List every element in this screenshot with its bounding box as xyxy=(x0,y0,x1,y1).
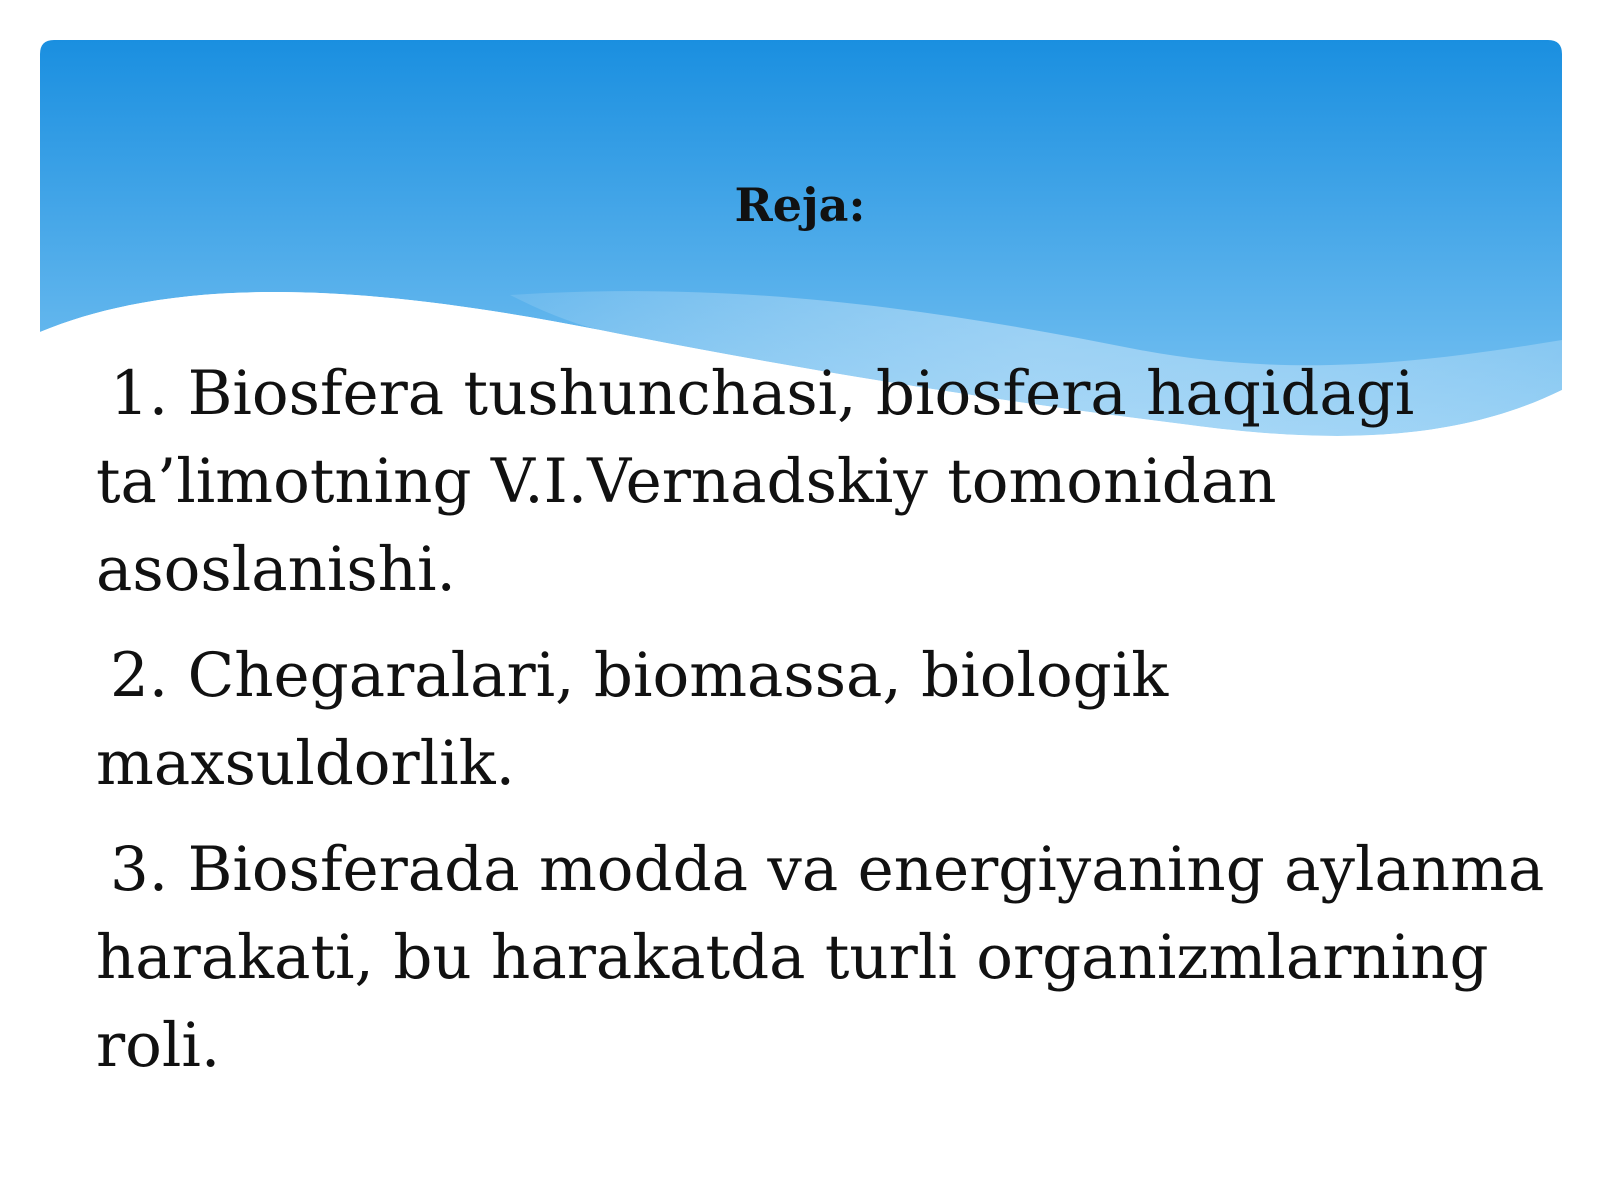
plan-list xyxy=(96,350,1556,1108)
slide-title: Reja: xyxy=(734,178,866,232)
plan-item-2: 2. Chegaralari, biomassa, biologik maxsuldorlik. xyxy=(96,640,1169,799)
plan-item-3: 3. Biosferada modda va energiyaning aylanma harakati, bu harakatda turli organizmlarning roli. xyxy=(96,834,1545,1081)
plan-item-1: 1. Biosfera tushunchasi, biosfera haqidagi ta’limotning V.I.Vernadskiy tomonidan asoslanishi. xyxy=(96,358,1415,605)
